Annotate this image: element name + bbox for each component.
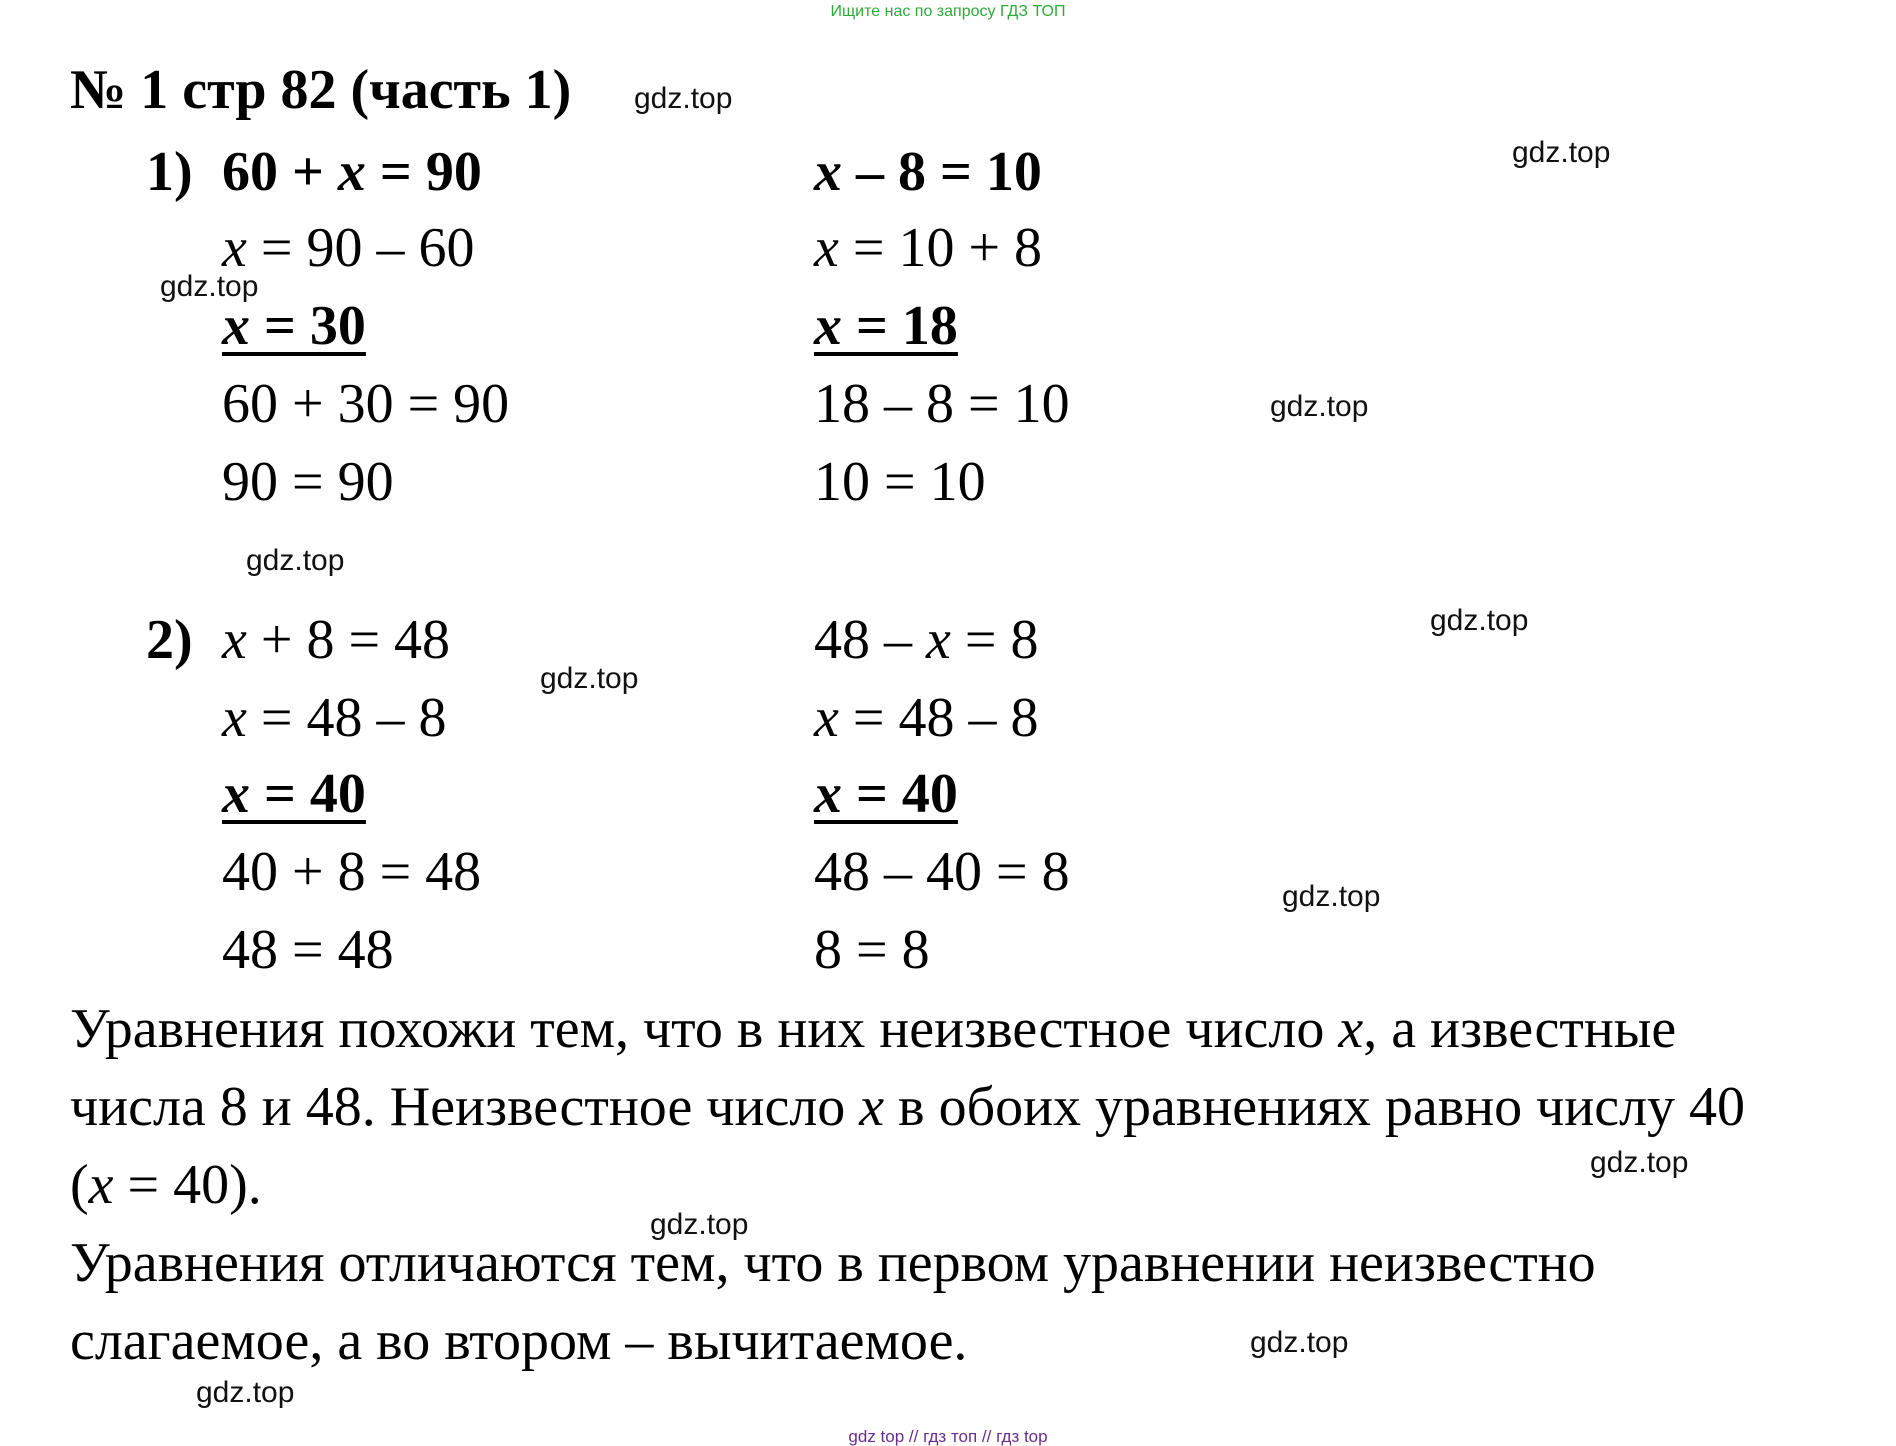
watermark: gdz.top [196,1376,295,1409]
watermark: gdz.top [1512,136,1611,169]
watermark: gdz.top [540,662,639,695]
watermark: gdz.top [246,544,345,577]
watermark: gdz.top [1590,1146,1689,1179]
paragraph-line: слагаемое, а во втором – вычитаемое. [70,1310,968,1372]
part1-right-check-result: 10 = 10 [814,451,986,513]
watermark: gdz.top [1250,1326,1349,1359]
page-title: № 1 стр 82 (часть 1) [70,59,572,121]
paragraph-similarity [70,990,1745,1224]
part2-left-check-result: 48 = 48 [222,919,394,981]
watermark: gdz.top [1282,880,1381,913]
paragraph-line: Уравнения отличаются тем, что в первом уравнении неизвестно [70,1232,1596,1294]
part1-right-answer: x = 18 [814,295,958,357]
footer-links[interactable]: gdz top // гдз топ // гдз top [848,1427,1048,1446]
paragraph-line: числа 8 и 48. Неизвестное число x в обоих уравнениях равно числу 40 [70,1076,1746,1138]
part2-left-answer: x = 40 [222,763,366,825]
part2-left-equation: x + 8 = 48 [222,609,451,671]
watermark: gdz.top [160,270,259,303]
part1-left-equation: 60 + x = 90 [222,141,482,203]
part1-left-check: 60 + 30 = 90 [222,373,510,435]
paragraph-line: (x = 40). [70,1154,262,1216]
watermark: gdz.top [634,82,733,115]
paragraph-line: Уравнения похожи тем, что в них неизвестное число x, а известные [70,998,1677,1060]
part2-right-step: x = 48 – 8 [814,687,1039,749]
part1-left-answer: x = 30 [222,295,366,357]
top-banner: Ищите нас по запросу ГДЗ ТОП [830,3,1066,20]
part2-left-check: 40 + 8 = 48 [222,841,482,903]
part2-right-check-result: 8 = 8 [814,919,930,981]
part1-left-check-result: 90 = 90 [222,451,394,513]
part2-right-check: 48 – 40 = 8 [814,841,1070,903]
part1-label: 1) [146,141,193,203]
part2-right-answer: x = 40 [814,763,958,825]
part2-left-step: x = 48 – 8 [222,687,447,749]
part2-label: 2) [146,609,193,671]
part1-right-check: 18 – 8 = 10 [814,373,1070,435]
part1-left-step: x = 90 – 60 [222,217,475,279]
part1-right-equation: x – 8 = 10 [814,141,1042,203]
paragraph-difference [70,1224,1596,1380]
part1-right-step: x = 10 + 8 [814,217,1043,279]
watermark: gdz.top [650,1208,749,1241]
part2-right-equation: 48 – x = 8 [814,609,1039,671]
watermark: gdz.top [1270,390,1369,423]
watermark: gdz.top [1430,604,1529,637]
